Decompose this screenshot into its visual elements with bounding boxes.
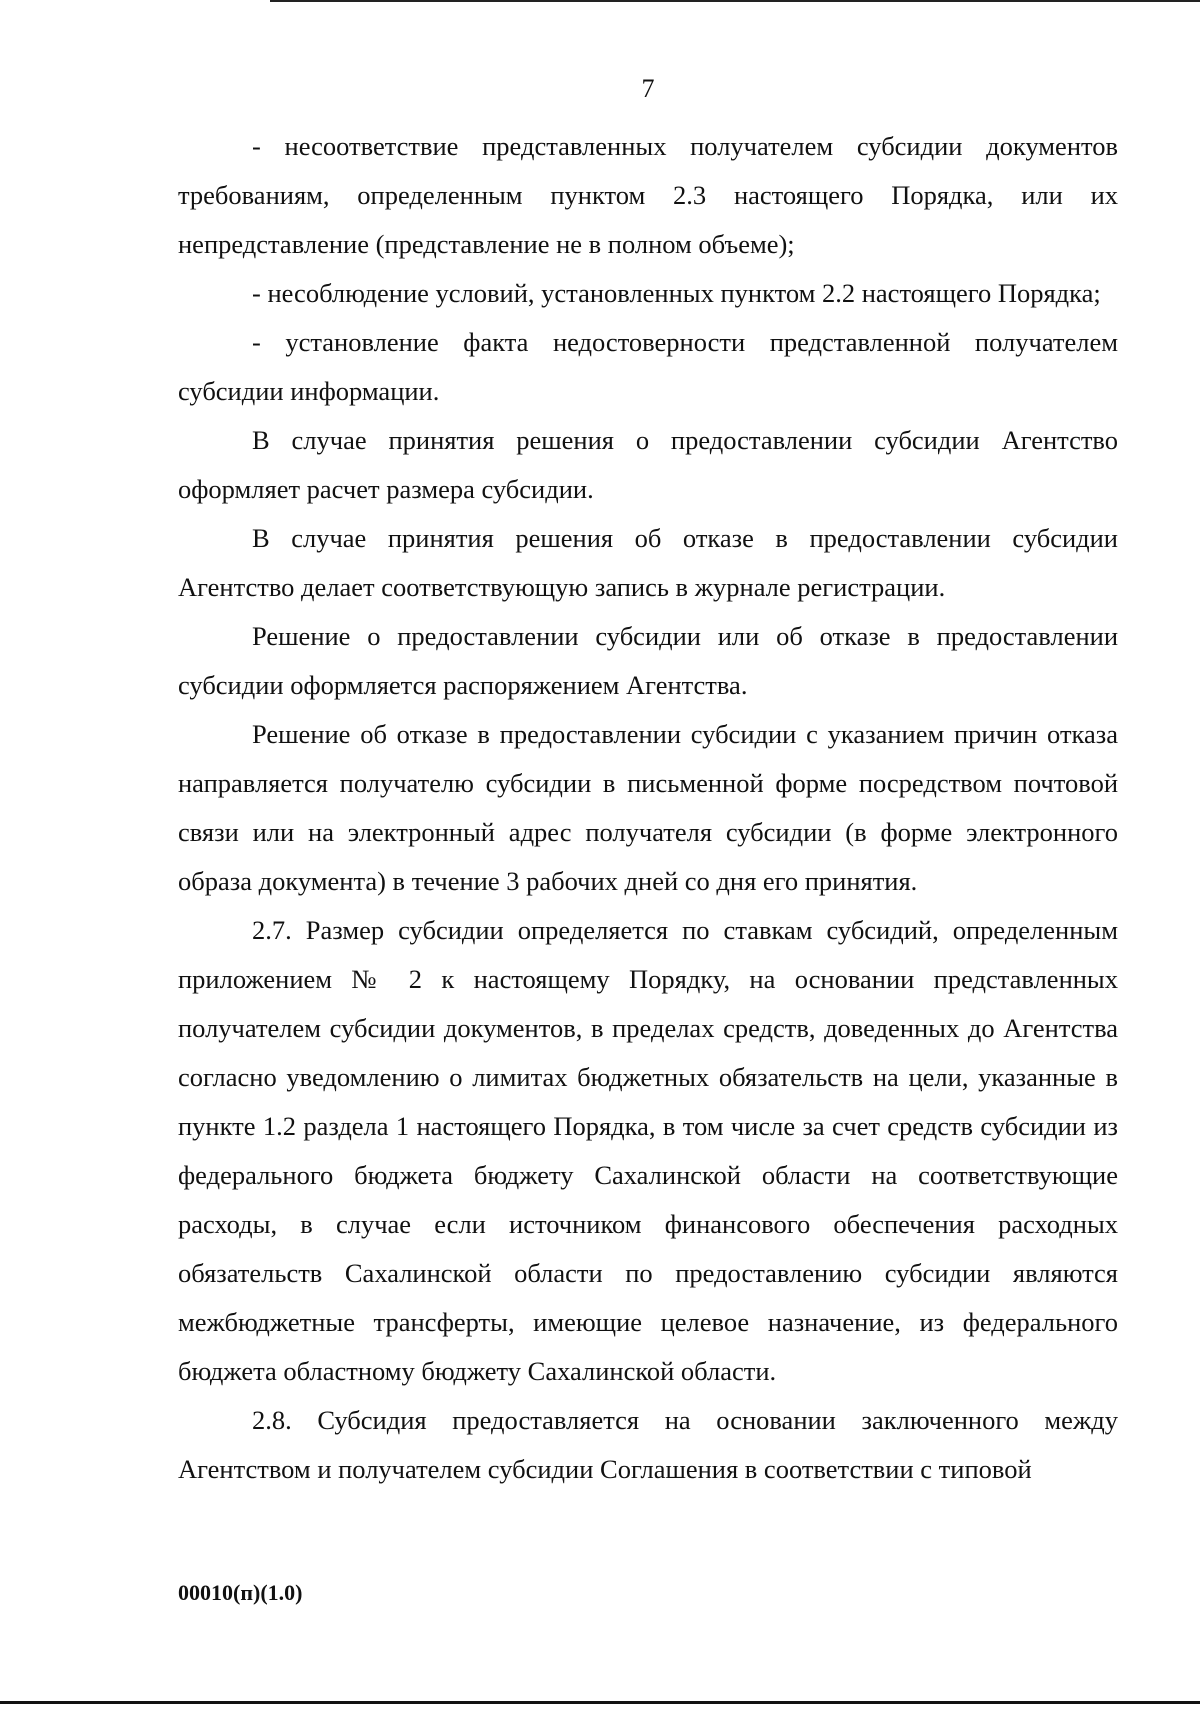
paragraph-noncompliance: - несоблюдение условий, установленных пунктом 2.2 настоящего Порядка; xyxy=(252,278,1101,308)
paragraph-section-2-7: 2.7. Размер субсидии определяется по ставкам субсидий, определенным приложением № 2 к настоящему Порядку, на основании представленных получателем субсидии документов, в пределах средств, доведенных до Агентства согласно уведомлению о лимитах бюджетных обязательств на цели, указанные в пункте 1.2 раздела 1 настоящего Порядка, в том числе за счет средств субсидии из федерального бюджета бюджету Сахалинской области на соответствующие расходы, в случае если источником финансового обеспечения расходных обязательств Сахалинской области по предоставлению субсидии являются межбюджетные трансферты, имеющие целевое назначение, из федерального бюджета областному бюджету Сахалинской области. xyxy=(178,915,1118,1386)
paragraph-decision-order: Решение о предоставлении субсидии или об отказе в предоставлении субсидии оформляется распоряжением Агентства. xyxy=(178,621,1118,700)
paragraph-refusal-decision: В случае принятия решения об отказе в предоставлении субсидии Агентство делает соответствующую запись в журнале регистрации. xyxy=(178,523,1118,602)
top-border-line xyxy=(270,0,1200,2)
paragraph-false-info: - установление факта недостоверности представленной получателем субсидии информации. xyxy=(178,327,1118,406)
document-body xyxy=(178,122,1118,1494)
paragraph-grant-decision: В случае принятия решения о предоставлении субсидии Агентство оформляет расчет размера субсидии. xyxy=(178,425,1118,504)
paragraph-nonconformity: - несоответствие представленных получателем субсидии документов требованиям, определенным пунктом 2.3 настоящего Порядка, или их непредставление (представление не в полном объеме); xyxy=(178,131,1118,259)
paragraph-refusal-notice: Решение об отказе в предоставлении субсидии с указанием причин отказа направляется получателю субсидии в письменной форме посредством почтовой связи или на электронный адрес получателя субсидии (в форме электронного образа документа) в течение 3 рабочих дней со дня его принятия. xyxy=(178,719,1118,896)
page-number: 7 xyxy=(641,74,655,103)
paragraph-section-2-8: 2.8. Субсидия предоставляется на основании заключенного между Агентством и получателем субсидии Соглашения в соответствии с типовой xyxy=(178,1405,1118,1484)
bottom-border-line xyxy=(0,1701,1200,1704)
document-code: 00010(п)(1.0) xyxy=(178,1580,303,1605)
